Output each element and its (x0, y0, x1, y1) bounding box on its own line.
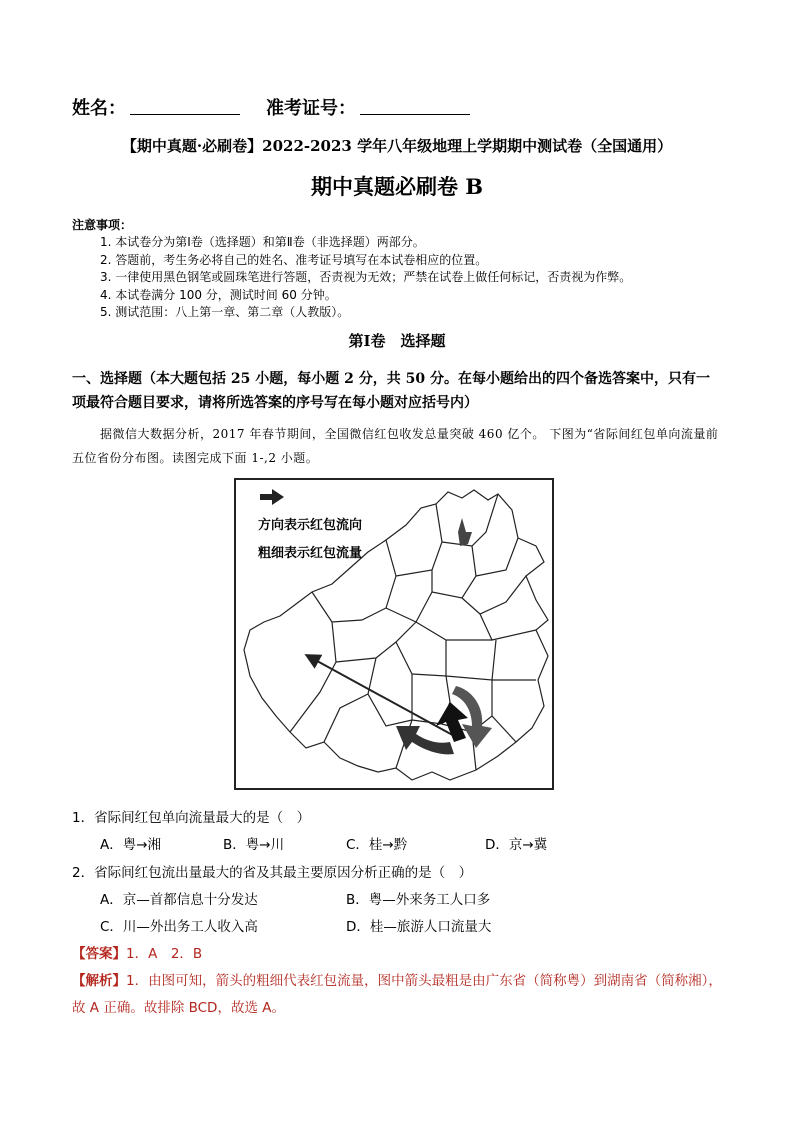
answer-text: 1．A 2．B (126, 946, 203, 962)
notes-list (100, 234, 631, 322)
analysis-label: 【解析】 (72, 973, 126, 989)
question-passage: 据微信大数据分析，2017 年春节期间，全国微信红包收发总量突破 460 亿个。 下图为“省际间红包单向流量前五位省份分布图。读图完成下面 1-,2 小题。 (72, 427, 719, 465)
section-heading: 一、选择题（本大题包括 25 小题，每小题 2 分，共 50 分。在每小题给出的四个备选答案中，只有一项最符合题目要求，请将所选答案的序号写在每小题对应括号内） (72, 371, 710, 411)
q1-option-b: B．粤→川 (223, 837, 285, 853)
flow-arrow-yue-chuan (308, 656, 458, 738)
analysis-block (72, 968, 722, 1022)
legend-arrow-icon (260, 489, 284, 505)
note-item: 2. 答题前，考生务必将自己的姓名、准考证号填写在本试卷相应的位置。 (100, 252, 488, 267)
notes-heading: 注意事项： (72, 218, 133, 232)
note-item: 3. 一律使用黑色钢笔或圆珠笔进行答题，否责视为无效；严禁在试卷上做任何标记，否责视为作弊。 (100, 270, 632, 284)
q2-option-b: B．粤—外来务工人口多 (346, 892, 491, 908)
flow-arrow-yue-xiang (436, 702, 468, 742)
answer-line (72, 942, 202, 962)
answer-label: 【答案】 (72, 946, 126, 962)
name-blank (130, 100, 240, 115)
flow-arrow-jing-ji (458, 518, 472, 546)
q1-option-c: C．桂→黔 (346, 837, 408, 853)
map-legend-thickness: 粗细表示红包流量 (258, 546, 363, 561)
q1-option-d: D．京→冀 (485, 837, 548, 853)
q1-option-a: A．粤→湘 (100, 837, 162, 853)
exam-title: 期中真题必刷卷 B (310, 174, 484, 199)
q2-option-c: C．川—外出务工人收入高 (100, 919, 258, 935)
q2-option-d: D．桂—旅游人口流量大 (346, 919, 492, 935)
note-item: 4. 本试卷满分 100 分，测试时间 60 分钟。 (100, 287, 337, 302)
q2-option-a: A．京—首都信息十分发达 (100, 892, 258, 908)
candidate-info-row (72, 94, 496, 120)
map-legend-direction: 方向表示红包流向 (258, 518, 363, 533)
question-1-stem: 1．省际间红包单向流量最大的是（ ） (72, 810, 311, 826)
question-2-stem: 2．省际间红包流出量最大的省及其最主要原因分析正确的是（ ） (72, 865, 473, 881)
province-outlines (244, 490, 548, 780)
exam-number-blank (360, 100, 470, 115)
name-label: 姓名： (72, 98, 126, 119)
exam-number-label: 准考证号： (266, 98, 356, 119)
volume-title: 第Ⅰ卷 选择题 (348, 332, 446, 350)
analysis-text: 1．由图可知，箭头的粗细代表红包流量，图中箭头最粗是由广东省（简称粤）到湖南省（简称湘），故 A 正确。故排除 BCD，故选 A。 (72, 973, 722, 1016)
red-packet-flow-map (234, 478, 554, 790)
exam-subtitle: 【期中真题·必刷卷】2022-2023 学年八年级地理上学期期中测试卷（全国通用） (121, 137, 673, 155)
note-item: 5. 测试范围：八上第一章、第二章（人教版）。 (100, 305, 350, 319)
note-item: 1. 本试卷分为第Ⅰ卷（选择题）和第Ⅱ卷（非选择题）两部分。 (100, 235, 425, 249)
